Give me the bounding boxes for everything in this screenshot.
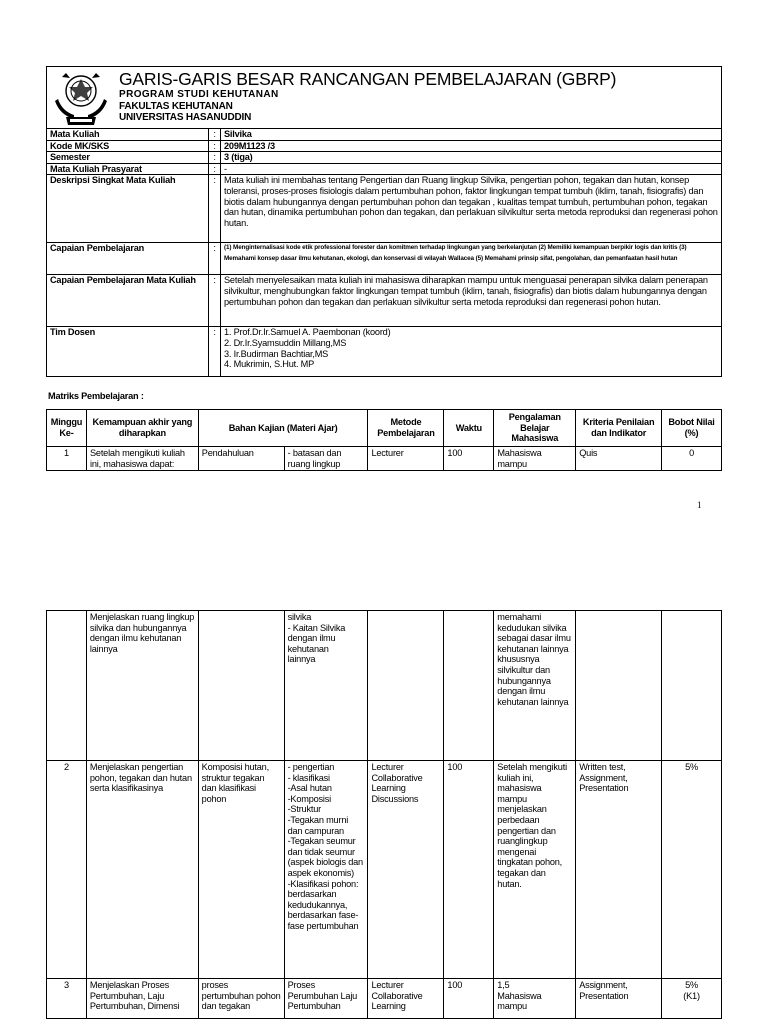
time-cell: 100 [444, 447, 494, 471]
method-cell: Lecturer Collaborative Learning Discussions [368, 761, 444, 979]
time-cell [444, 611, 494, 761]
info-label: Capaian Pembelajaran [47, 243, 209, 275]
learning-matrix-table [46, 409, 722, 471]
criteria-cell: Written test, Assignment, Presentation [576, 761, 662, 979]
subtopic-cell: silvika - Kaitan Silvika dengan ilmu kehutanan lainnya [284, 611, 368, 761]
info-label: Semester [47, 152, 209, 164]
week-cell: 3 [47, 979, 87, 1019]
weight-cell [662, 611, 722, 761]
weight-cell: 0 [662, 447, 722, 471]
column-header: Bahan Kajian (Materi Ajar) [198, 410, 368, 447]
info-row-code [47, 140, 722, 152]
info-value: (1) Menginternalisasi kode etik professional forester dan komitmen terhadap lingkungan yang berkelanjutan (2) Memiliki kemampuan berpikir logis dan kritis (3) Memahami konsep dasar ilmu kehutanan, ekologi, dan konservasi di wilayah Wallacea (5) Memahami prinsip sifat, pengolahan, dan pemanfaatan hasil hutan [221, 243, 722, 275]
column-header: Pengalaman Belajar Mahasiswa [494, 410, 576, 447]
info-value: 1. Prof.Dr.Ir.Samuel A. Paembonan (koord) 2. Dr.Ir.Syamsuddin Millang,MS 3. Ir.Budirman Bachtiar,MS 4. Mukrimin, S.Hut. MP [221, 327, 722, 377]
document-header [46, 66, 722, 128]
info-colon: : [209, 152, 221, 164]
topic-cell: Komposisi hutan, struktur tegakan dan klasifikasi pohon [198, 761, 284, 979]
info-colon: : [209, 275, 221, 327]
info-label: Mata Kuliah [47, 129, 209, 141]
info-value: 209M1123 /3 [221, 140, 722, 152]
ability-cell: Menjelaskan Proses Pertumbuhan, Laju Pertumbuhan, Dimensi [86, 979, 198, 1019]
document-title: GARIS-GARIS BESAR RANCANGAN PEMBELAJARAN (GBRP) [119, 69, 617, 89]
matrix-header-row [47, 410, 722, 447]
week-cell: 1 [47, 447, 87, 471]
weight-cell: 5% (K1) [662, 979, 722, 1019]
page-number: 1 [697, 500, 702, 510]
info-colon: : [209, 140, 221, 152]
info-label: Deskripsi Singkat Mata Kuliah [47, 175, 209, 243]
info-label: Capaian Pembelajaran Mata Kuliah [47, 275, 209, 327]
column-header: Minggu Ke- [47, 410, 87, 447]
week-cell [47, 611, 87, 761]
column-header: Kriteria Penilaian dan Indikator [576, 410, 662, 447]
info-value: Setelah menyelesaikan mata kuliah ini mahasiswa diharapkan mampu untuk menguasai penerapan silvika dalam penerapan silvikultur, menghubungkan faktor lingkungan tempat tumbuh (iklim, tanah, fisiografis) dan biotis dalam hubungannya dengan pertumbuhan pohon dan tegakan dan perlakuan silvikultur serta metoda reproduksi dan regenerasi pohon hutan. [221, 275, 722, 327]
time-cell: 100 [444, 761, 494, 979]
info-colon: : [209, 129, 221, 141]
info-colon: : [209, 175, 221, 243]
faculty-name: FAKULTAS KEHUTANAN [119, 101, 233, 112]
course-info-table [46, 128, 722, 377]
experience-cell: memahami kedudukan silvika sebagai dasar ilmu kehutanan lainnya khususnya silvikultur dan hubungannya dengan ilmu kehutanan lainnya [494, 611, 576, 761]
method-cell: Lecturer Collaborative Learning [368, 979, 444, 1019]
info-row-semester [47, 152, 722, 164]
subtopic-cell: - batasan dan ruang lingkup [284, 447, 368, 471]
info-row-prerequisite [47, 163, 722, 175]
info-row-course [47, 129, 722, 141]
column-header: Bobot Nilai (%) [662, 410, 722, 447]
info-label: Kode MK/SKS [47, 140, 209, 152]
topic-cell: Pendahuluan [198, 447, 284, 471]
program-name: PROGRAM STUDI KEHUTANAN [119, 89, 279, 100]
ability-cell: Menjelaskan ruang lingkup silvika dan hubungannya dengan ilmu kehutanan lainnya [86, 611, 198, 761]
method-cell: Lecturer [368, 447, 444, 471]
info-row-description [47, 175, 722, 243]
info-label: Tim Dosen [47, 327, 209, 377]
info-colon: : [209, 327, 221, 377]
experience-cell: Mahasiswa mampu [494, 447, 576, 471]
subtopic-cell: - pengertian - klasifikasi -Asal hutan -Komposisi -Struktur -Tegakan murni dan campuran -Tegakan seumur dan tidak seumur (aspek biologis dan aspek ekonomis) -Klasifikasi pohon: berdasarkan kedudukannya, berdasarkan fase-fase pertumbuhan [284, 761, 368, 979]
week-cell: 2 [47, 761, 87, 979]
ability-cell: Setelah mengikuti kuliah ini, mahasiswa dapat: [86, 447, 198, 471]
ability-cell: Menjelaskan pengertian pohon, tegakan dan hutan serta klasifikasinya [86, 761, 198, 979]
info-value: - [221, 163, 722, 175]
info-colon: : [209, 243, 221, 275]
info-row-lecturers [47, 327, 722, 377]
info-colon: : [209, 163, 221, 175]
info-value: Mata kuliah ini membahas tentang Pengertian dan Ruang lingkup Silvika, pengertian pohon, tegakan dan hutan, konsep toleransi, proses-proses fisiologis dalam pertumbuhan pohon, faktor lingkungan tempat tumbuh (iklim, tanah, fisiografis) dan biotis dalam hubungannya dengan pertumbuhan pohon dan tegakan , kualitas tempat tumbuh, pertumbuhan pohon, tegakan dan hutan, dinamika pertumbuhan pohon dan tegakan, dan perlakuan silvikultur serta metoda reproduksi dan regenerasi pohon hutan. [221, 175, 722, 243]
criteria-cell [576, 611, 662, 761]
info-value: Silvika [221, 129, 722, 141]
subtopic-cell: Proses Perumbuhan Laju Pertumbuhan [284, 979, 368, 1019]
learning-matrix-table-continued [46, 610, 722, 1019]
matrix-heading: Matriks Pembelajaran : [48, 391, 144, 401]
criteria-cell: Assignment, Presentation [576, 979, 662, 1019]
method-cell [368, 611, 444, 761]
info-row-course-outcomes [47, 275, 722, 327]
info-row-learning-outcomes [47, 243, 722, 275]
weight-cell: 5% [662, 761, 722, 979]
info-value: 3 (tiga) [221, 152, 722, 164]
experience-cell: 1,5 Mahasiswa mampu [494, 979, 576, 1019]
table-row [47, 761, 722, 979]
info-label: Mata Kuliah Prasyarat [47, 163, 209, 175]
topic-cell [198, 611, 284, 761]
table-row [47, 447, 722, 471]
table-row [47, 979, 722, 1019]
time-cell: 100 [444, 979, 494, 1019]
column-header: Metode Pembelajaran [368, 410, 444, 447]
table-row [47, 611, 722, 761]
column-header: Waktu [444, 410, 494, 447]
university-name: UNIVERSITAS HASANUDDIN [119, 112, 252, 123]
column-header: Kemampuan akhir yang diharapkan [86, 410, 198, 447]
university-seal-icon [52, 69, 110, 127]
criteria-cell: Quis [576, 447, 662, 471]
topic-cell: proses pertumbuhan pohon dan tegakan [198, 979, 284, 1019]
experience-cell: Setelah mengikuti kuliah ini, mahasiswa mampu menjelaskan perbedaan pengertian dan ruanglingkup mengenai tingkatan pohon, tegakan dan hutan. [494, 761, 576, 979]
